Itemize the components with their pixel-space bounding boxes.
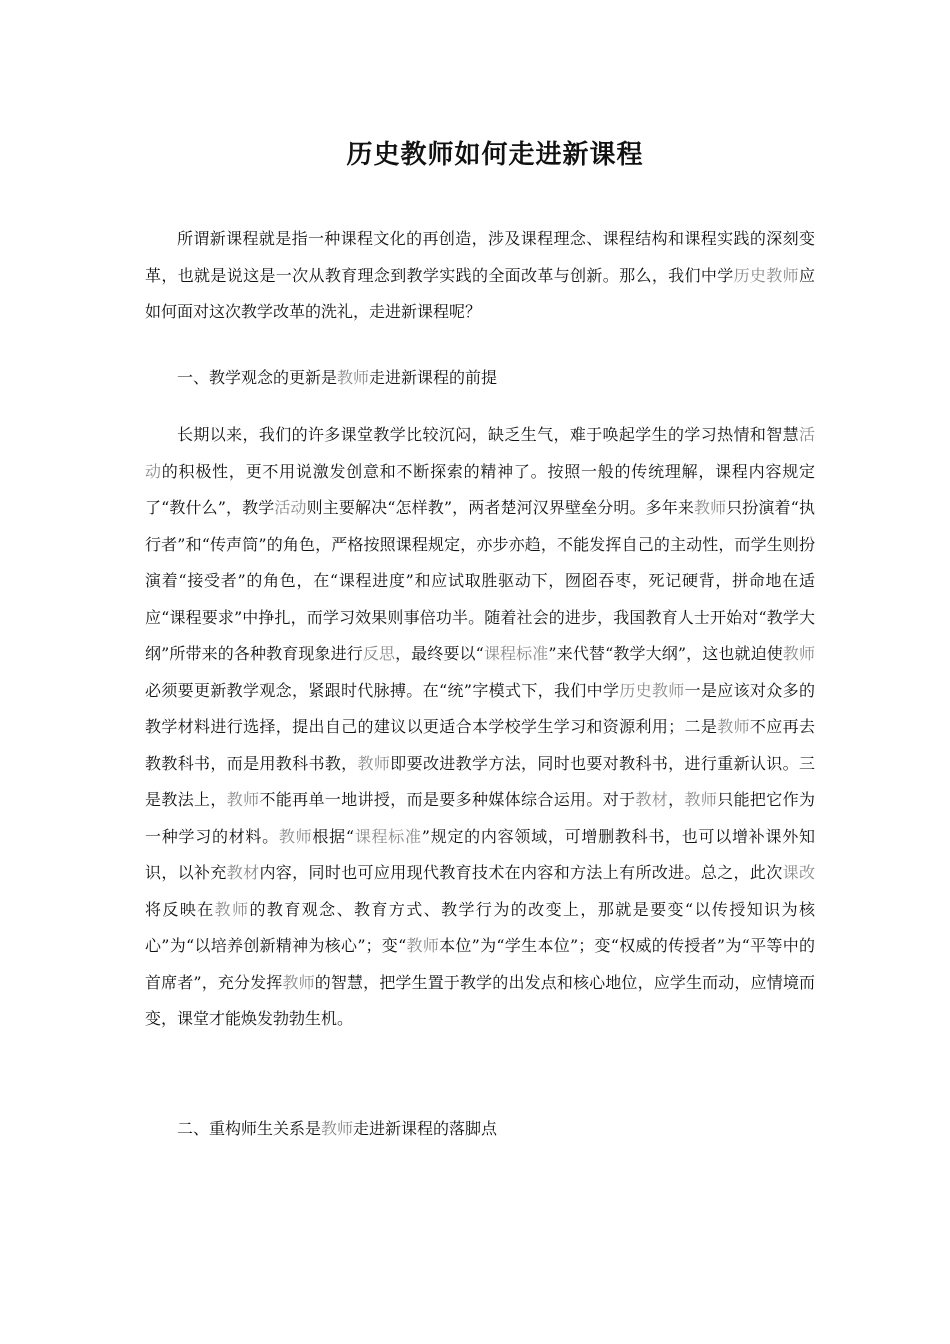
text-run: 则主要解决“怎样教”，两者楚河汉界壁垒分明。多年来 [306, 498, 694, 517]
keyword-link[interactable]: 活动 [274, 498, 307, 517]
keyword-link[interactable]: 教师 [337, 368, 370, 387]
keyword-link[interactable]: 教师 [321, 1119, 354, 1138]
text-run: 将反映在 [145, 899, 215, 919]
keyword-link[interactable]: 教师 [717, 717, 750, 736]
text-run: 应如何面对这次教学改革的洗礼，走进新课程呢？ [145, 265, 815, 321]
text-run: 不能再单一地讲授，而是要多种媒体综合运用。对于 [259, 790, 636, 809]
keyword-link[interactable]: 教师 [214, 899, 250, 919]
text-run: 一、教学观念的更新是 [177, 368, 338, 387]
keyword-link[interactable]: 课改 [782, 863, 815, 882]
text-run: 只扮演着“执行者”和“传声筒”的角色，严格按照课程规定，亦步亦趋，不能发挥自己的主动性，而学生则扮演着“接受者”的角色，在“课程进度”和应试取胜驱动下，囫囵吞枣，死记硬背，拼命地在适应“课程要求”中挣扎，而学习效果则事倍功半。随着社会的进步，我国教育人士开始对“教学大纲”所带来的各种教育现象进行 [145, 498, 815, 663]
text-run: 只能把它作为一种学习的材料。 [145, 790, 815, 846]
section-heading-1 [145, 360, 815, 396]
text-run: 的教育观念、教育方式、教学行为的改变上，那就是要变“以传授知识为核心”为“以培养创新精神为核心”；变“ [145, 899, 815, 955]
keyword-link[interactable]: 历史教师 [733, 265, 799, 285]
keyword-link[interactable]: 课程标准 [483, 644, 549, 663]
text-run: 长期以来，我们的许多课堂教学比较沉闷，缺乏生气，难于唤起学生的学习热情和智慧 [177, 425, 799, 444]
text-run: 即要改进教学方法，同时也要对教科书，进行重新认识。三是教法上， [145, 753, 815, 809]
keyword-link[interactable]: 教师 [278, 826, 313, 846]
section-heading-2 [145, 1111, 815, 1147]
text-run: 走进新课程的落脚点 [353, 1119, 498, 1138]
text-run: 根据“ [312, 826, 355, 846]
text-run: 走进新课程的前提 [369, 368, 498, 387]
text-run: ”规定的内容领域，可增删教科书，也可以增补课外知识，以补充 [145, 826, 815, 882]
keyword-link[interactable]: 教师 [357, 753, 391, 773]
intro-paragraph [145, 221, 815, 331]
keyword-link[interactable]: 教师 [226, 790, 260, 809]
text-run: 的智慧，把学生置于教学的出发点和核心地位，应学生而动，应情境而变，课堂才能焕发勃勃生机。 [145, 972, 815, 1028]
text-run: ，最终要以“ [395, 644, 484, 663]
text-run: 必须要更新教学观念，紧跟时代脉搏。在“统”字模式下，我们中学 [145, 680, 620, 700]
text-run: ”来代替“教学大纲”，这也就迫使 [548, 644, 783, 663]
keyword-link[interactable]: 教师 [684, 790, 718, 809]
text-run: 所谓新课程就是指一种课程文化的再创造，涉及课程理念、课程结构和课程实践的深刻变革，也就是说这是一次从教育理念到教学实践的全面改革与创新。那么，我们中学 [145, 229, 815, 285]
text-run: ， [668, 790, 685, 809]
text-run: 的积极性，更不用说激发创意和不断探索的精神了。按照一般的传统理解，课程内容规定了“教什么”，教学 [145, 461, 815, 517]
keyword-link[interactable]: 教材 [635, 790, 669, 809]
keyword-link[interactable]: 反思 [362, 644, 396, 663]
text-run: 本位”为“学生本位”；变“权威的传授者”为“平等中的首席者”，充分发挥 [145, 936, 815, 992]
keyword-link[interactable]: 教材 [226, 863, 260, 882]
keyword-link[interactable]: 历史教师 [619, 680, 685, 700]
text-run: 一是应该对众多的教学材料进行选择，提出自己的建议以更适合本学校学生学习和资源利用；二是 [145, 680, 815, 736]
keyword-link[interactable]: 活动 [145, 425, 815, 481]
keyword-link[interactable]: 课程标准 [354, 826, 422, 846]
keyword-link[interactable]: 教师 [782, 644, 815, 663]
keyword-link[interactable]: 教师 [693, 498, 727, 517]
section-1-paragraph [145, 417, 815, 1038]
text-run: 二、重构师生关系是 [177, 1119, 322, 1138]
text-run: 不应再去教教科书，而是用教科书教， [145, 717, 815, 773]
document-title: 历史教师如何走进新课程 [346, 140, 644, 171]
text-run: 内容，同时也可应用现代教育技术在内容和方法上有所改进。总之，此次 [259, 863, 783, 882]
keyword-link[interactable]: 教师 [406, 936, 440, 955]
keyword-link[interactable]: 教师 [282, 972, 315, 992]
